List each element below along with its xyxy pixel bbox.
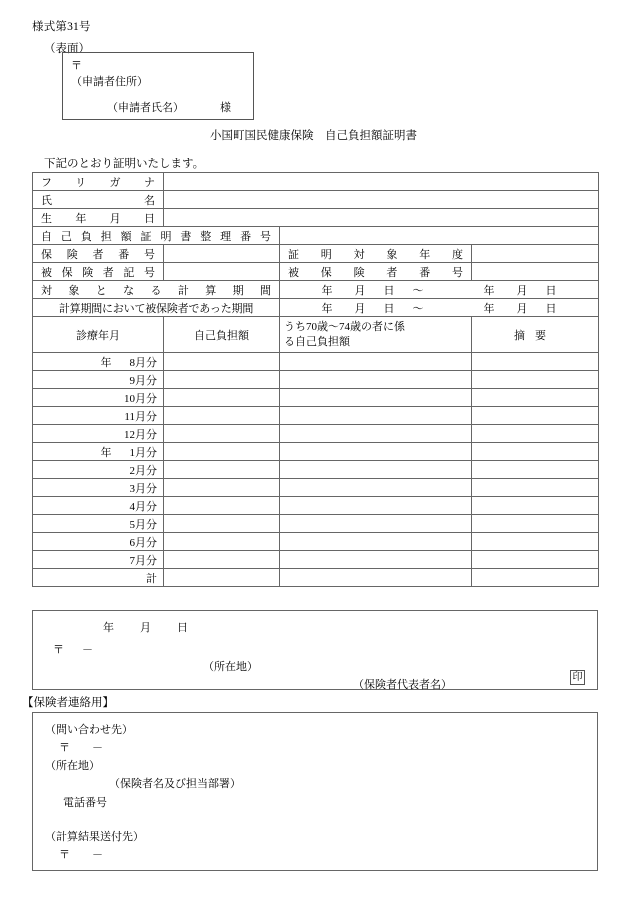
self-payment-cell[interactable] <box>164 407 280 425</box>
signature-date-year: 年 <box>103 622 114 634</box>
elderly-self-payment-cell[interactable] <box>280 371 472 389</box>
table-row <box>33 497 599 515</box>
elderly-self-payment-cell[interactable] <box>280 353 472 371</box>
table-row-birthdate <box>33 209 599 227</box>
calc-period-end-year: 年 <box>483 284 495 297</box>
elderly-self-payment-cell[interactable] <box>280 479 472 497</box>
total-remarks-cell[interactable] <box>472 569 599 587</box>
insured-period-label: 計算期間において被保険者であった期間 <box>33 299 280 317</box>
elderly-self-payment-cell[interactable] <box>280 461 472 479</box>
birthdate-value[interactable] <box>164 209 599 227</box>
document-title: 小国町国民健康保険 自己負担額証明書 <box>210 130 417 142</box>
seal-stamp-icon: 印 <box>570 670 585 685</box>
inquiry-label: （問い合わせ先） <box>45 724 133 736</box>
elderly-header-line2: る自己負担額 <box>284 335 350 348</box>
inquiry-postal-code[interactable] <box>59 739 103 755</box>
total-elderly-self-payment-cell[interactable] <box>280 569 472 587</box>
postal-mark-icon: 〒 <box>53 644 64 656</box>
table-row <box>33 479 599 497</box>
applicant-name-row <box>107 99 231 115</box>
treatment-month-label: 11月分 <box>124 410 157 423</box>
applicant-address-label: （申請者住所） <box>71 76 148 88</box>
elderly-self-payment-cell[interactable] <box>280 407 472 425</box>
remarks-cell[interactable] <box>472 443 599 461</box>
self-payment-cell[interactable] <box>164 353 280 371</box>
remarks-cell[interactable] <box>472 425 599 443</box>
self-payment-cell[interactable] <box>164 479 280 497</box>
elderly-self-payment-cell[interactable] <box>280 515 472 533</box>
insured-period-value[interactable] <box>280 299 599 317</box>
calc-period-value[interactable] <box>280 281 599 299</box>
treatment-month-label: 2月分 <box>129 464 157 477</box>
insured-period-end-day: 日 <box>545 302 557 315</box>
certificate-table <box>32 172 599 587</box>
table-row-reference-number <box>33 227 599 245</box>
treatment-year-marker: 年 <box>100 446 112 459</box>
elderly-self-payment-cell[interactable] <box>280 389 472 407</box>
self-payment-cell[interactable] <box>164 443 280 461</box>
treatment-month-label: 1月分 <box>129 446 157 459</box>
elderly-self-payment-cell[interactable] <box>280 533 472 551</box>
column-header-remarks: 摘要 <box>472 317 599 353</box>
remarks-cell[interactable] <box>472 479 599 497</box>
column-header-elderly-self-payment <box>280 317 472 353</box>
form-side-label: （表面） <box>44 43 90 55</box>
signature-location-label: （所在地） <box>203 661 258 673</box>
treatment-month-label: 7月分 <box>129 554 157 567</box>
signature-date-month: 月 <box>140 622 151 634</box>
table-row <box>33 389 599 407</box>
phone-number-label[interactable]: 電話番号 <box>63 797 107 809</box>
postal-mark-icon: 〒 <box>59 742 70 754</box>
result-postal-code[interactable] <box>59 846 103 862</box>
signature-representative-label: （保険者代表者名） <box>353 679 452 691</box>
table-row <box>33 353 599 371</box>
table-row <box>33 551 599 569</box>
certification-year-value[interactable] <box>472 245 599 263</box>
postal-code-mark: 〒 <box>71 60 82 72</box>
contact-location-label: （所在地） <box>45 760 100 772</box>
table-row <box>33 425 599 443</box>
treatment-month-label: 5月分 <box>129 518 157 531</box>
treatment-month-cell <box>33 407 164 425</box>
elderly-self-payment-cell[interactable] <box>280 425 472 443</box>
table-row-total <box>33 569 599 587</box>
intro-text: 下記のとおり証明いたします。 <box>44 158 205 170</box>
remarks-cell[interactable] <box>472 497 599 515</box>
furigana-label: フリガナ <box>33 173 164 191</box>
insured-period-start-month: 月 <box>354 302 366 315</box>
treatment-month-cell <box>33 389 164 407</box>
insured-period-start-year: 年 <box>321 302 333 315</box>
name-value[interactable] <box>164 191 599 209</box>
postal-dash: － <box>82 644 93 656</box>
table-row-insured-symbol <box>33 263 599 281</box>
treatment-month-cell <box>33 479 164 497</box>
remarks-cell[interactable] <box>472 353 599 371</box>
insurer-number-value[interactable] <box>164 245 280 263</box>
elderly-self-payment-cell[interactable] <box>280 551 472 569</box>
table-row <box>33 533 599 551</box>
insurer-department-label: （保険者名及び担当部署） <box>109 778 241 790</box>
detail-header-row <box>33 317 599 353</box>
contact-section-heading: 【保険者連絡用】 <box>22 697 114 709</box>
table-row-insurer-number <box>33 245 599 263</box>
furigana-value[interactable] <box>164 173 599 191</box>
remarks-cell[interactable] <box>472 533 599 551</box>
table-row-calc-period <box>33 281 599 299</box>
treatment-month-cell <box>33 443 164 461</box>
remarks-cell[interactable] <box>472 515 599 533</box>
remarks-cell[interactable] <box>472 551 599 569</box>
calc-period-start-year: 年 <box>321 284 333 297</box>
column-header-treatment-month: 診療年月 <box>33 317 164 353</box>
insured-symbol-label: 被保険者記号 <box>33 263 164 281</box>
remarks-cell[interactable] <box>472 371 599 389</box>
signature-date[interactable] <box>103 619 188 635</box>
insured-symbol-value[interactable] <box>164 263 280 281</box>
remarks-cell[interactable] <box>472 407 599 425</box>
calc-period-label: 対象となる計算期間 <box>33 281 280 299</box>
table-row-name <box>33 191 599 209</box>
self-payment-cell[interactable] <box>164 533 280 551</box>
self-payment-cell[interactable] <box>164 515 280 533</box>
insured-period-end-month: 月 <box>516 302 528 315</box>
signature-block <box>32 610 598 690</box>
column-header-self-payment: 自己負担額 <box>164 317 280 353</box>
table-row <box>33 443 599 461</box>
treatment-month-cell <box>33 425 164 443</box>
insured-number-value[interactable] <box>472 263 599 281</box>
postal-dash: － <box>92 849 103 861</box>
self-payment-cell[interactable] <box>164 425 280 443</box>
applicant-honorific: 様 <box>220 102 231 114</box>
birthdate-label: 生年月日 <box>33 209 164 227</box>
insured-period-start-day: 日 <box>383 302 395 315</box>
name-label: 氏名 <box>33 191 164 209</box>
form-number: 様式第31号 <box>32 21 91 33</box>
signature-date-day: 日 <box>177 622 188 634</box>
remarks-cell[interactable] <box>472 461 599 479</box>
treatment-month-label: 6月分 <box>129 536 157 549</box>
treatment-month-label: 3月分 <box>129 482 157 495</box>
table-row <box>33 461 599 479</box>
total-label: 計 <box>33 569 164 587</box>
table-row-furigana <box>33 173 599 191</box>
calc-period-end-month: 月 <box>516 284 528 297</box>
treatment-year-marker: 年 <box>100 356 112 369</box>
insured-period-end-year: 年 <box>483 302 495 315</box>
elderly-self-payment-cell[interactable] <box>280 497 472 515</box>
treatment-month-label: 12月分 <box>124 428 157 441</box>
self-payment-cell[interactable] <box>164 461 280 479</box>
treatment-month-label: 4月分 <box>129 500 157 513</box>
treatment-month-cell <box>33 551 164 569</box>
self-payment-cell[interactable] <box>164 497 280 515</box>
certification-year-label: 証明対象年度 <box>280 245 472 263</box>
treatment-month-cell <box>33 371 164 389</box>
contact-section-box <box>32 712 598 871</box>
elderly-header-line1: うち70歳～74歳の者に係 <box>284 320 405 333</box>
treatment-month-cell <box>33 515 164 533</box>
treatment-month-cell <box>33 533 164 551</box>
applicant-name-label: （申請者氏名） <box>107 102 184 114</box>
reference-number-value[interactable] <box>280 227 599 245</box>
treatment-month-cell <box>33 353 164 371</box>
insured-period-tilde: ～ <box>412 302 424 315</box>
table-row <box>33 371 599 389</box>
insurer-number-label: 保険者番号 <box>33 245 164 263</box>
table-row <box>33 515 599 533</box>
table-row <box>33 407 599 425</box>
insured-number-label: 被保険者番号 <box>280 263 472 281</box>
treatment-month-label: 8月分 <box>129 356 157 369</box>
self-payment-cell[interactable] <box>164 551 280 569</box>
self-payment-cell[interactable] <box>164 389 280 407</box>
treatment-month-label: 9月分 <box>129 374 157 387</box>
reference-number-label: 自己負担額証明書整理番号 <box>33 227 280 245</box>
result-destination-label: （計算結果送付先） <box>45 831 144 843</box>
calc-period-start-day: 日 <box>383 284 395 297</box>
calc-period-start-month: 月 <box>354 284 366 297</box>
postal-dash: － <box>92 742 103 754</box>
treatment-month-label: 10月分 <box>124 392 157 405</box>
applicant-address-box <box>62 52 254 120</box>
treatment-month-cell <box>33 497 164 515</box>
calc-period-tilde: ～ <box>412 284 424 297</box>
calc-period-end-day: 日 <box>545 284 557 297</box>
elderly-self-payment-cell[interactable] <box>280 443 472 461</box>
self-payment-cell[interactable] <box>164 371 280 389</box>
table-row-insured-period <box>33 299 599 317</box>
signature-postal-code[interactable] <box>53 641 93 657</box>
treatment-month-cell <box>33 461 164 479</box>
remarks-cell[interactable] <box>472 389 599 407</box>
postal-mark-icon: 〒 <box>59 849 70 861</box>
total-self-payment-cell[interactable] <box>164 569 280 587</box>
